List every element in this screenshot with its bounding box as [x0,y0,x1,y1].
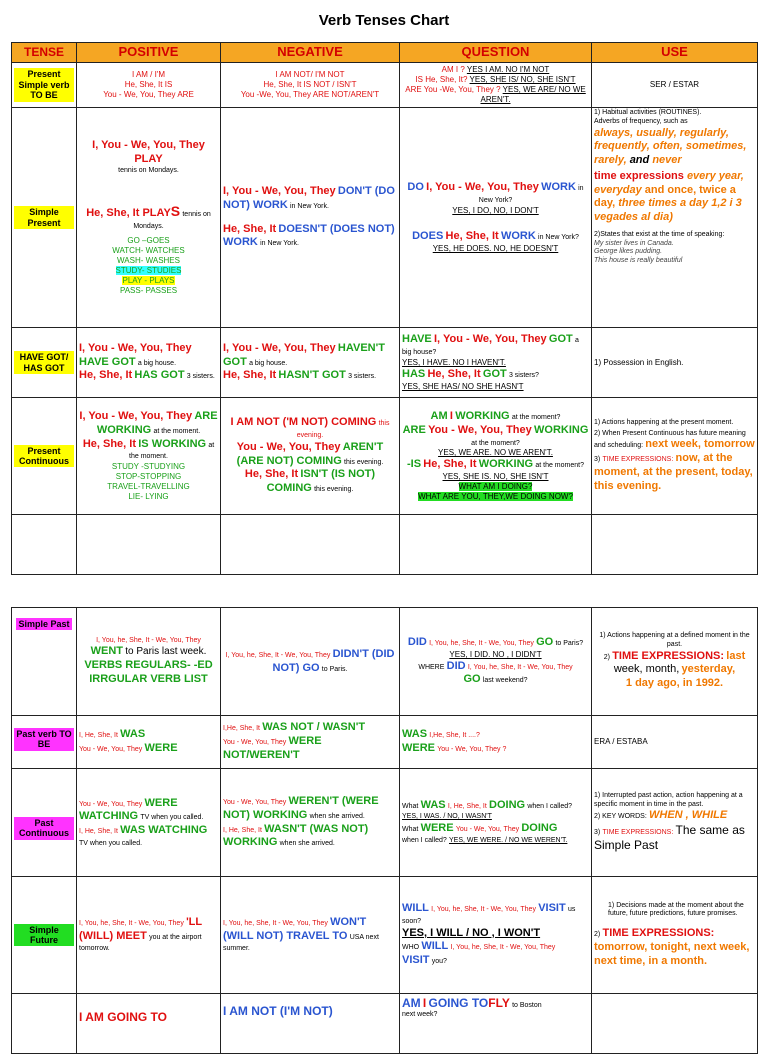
tense-label: Present Simple verb TO BE [14,68,74,101]
question-wh: WHERE [418,663,445,671]
use-text: Adverbs of frequency, such as [594,117,688,125]
row-simple-past [12,608,758,716]
verb-form: WATCH- WATCHES [112,245,185,255]
use-example: My sister lives in Canada. [594,239,674,247]
verb-form: LIE- LYING [128,492,169,501]
positive-line: tennis on Mondays. [133,211,211,231]
question-subject: I [449,410,453,422]
question-subject: I [422,996,427,1010]
use-keywords: WHEN , WHILE [649,809,728,822]
verb-form: TRAVEL-TRAVELLING [107,482,190,491]
question-tail: to Paris? [555,639,584,647]
question-verb: WORKING [534,423,589,436]
negative-tail: when she arrived. [279,840,335,848]
negative-subject: I, You - We, You, They [223,185,336,197]
positive-verb: ARE WORKING [96,410,218,436]
verb-form: STOP-STOPPING [115,472,182,481]
answer-text: YES, HE DOES. NO, HE DOESN'T [432,243,559,253]
question-verb: WORKING [478,458,534,471]
negative-subject: You - We, You, They [223,799,287,806]
use-time: week, month, [613,663,680,676]
question-tail: in New York? [478,185,584,205]
page-title: Verb Tenses Chart [318,12,450,29]
question-aux: WERE [420,821,454,834]
question-verb: GOING TO [428,996,489,1010]
row-simple-future [12,877,758,994]
verb-form: PASS- PASSES [119,285,178,295]
negative-verb: DON'T (DO NOT) WORK [223,185,395,211]
negative-subject: I, You, he, She, It - We, You, They [225,651,331,659]
use-text: 2) When Present Continuous has future meaning and scheduling: [594,429,746,450]
negative-verb: HAVEN'T GOT [223,341,385,368]
question-tail: 3 sisters? [508,371,539,379]
question-subject: He, She, It [423,458,477,471]
negative-subject: You - We, You, They [236,440,341,453]
tenses-table-1 [11,42,758,575]
use-time-label: TIME EXPRESSIONS: [602,927,715,940]
negative-subject: He, She, It [223,222,277,235]
question-aux: HAVE [402,333,432,346]
question-tail: last weekend? [482,677,528,685]
positive-subject: I, You - We, You, They [79,410,193,422]
negative-verb: WASN'T (WAS NOT) WORKING [223,822,369,849]
negative-tail: this evening. [314,486,354,493]
use-text: 2) [603,653,610,661]
positive-subject: He, She, It [82,437,137,450]
use-time-label: time expressions [594,169,684,182]
positive-verb: HAVE GOT [79,355,136,368]
question-subject: I, You - We, You, They [433,333,547,346]
row-have-got [12,328,758,398]
negative-tail: USA next summer. [223,933,379,953]
verb-rule: IRRGULAR VERB LIST [89,672,208,685]
use-number: 1) [608,901,615,909]
tense-label: Past verb TO BE [14,728,74,751]
negative-verb: ISN'T (IS NOT) COMING [266,468,376,494]
use-number: 2) [594,931,601,939]
verb-form: WASH- WASHES [117,255,180,265]
negative-tail: when she arrived. [309,812,365,820]
header-question: QUESTION [400,43,592,63]
question-wh: What [402,803,419,810]
negative-subject: I,He, She, It [223,725,260,733]
positive-tail: a big house. [137,359,177,367]
verb-rule: VERBS REGULARS- -ED [84,659,213,671]
question-wh: What [402,825,419,833]
tense-label: HAVE GOT/ HAS GOT [14,351,74,374]
positive-line: I AM / I'M [131,70,166,79]
question-subject: I, You, he, She, It - We, You, They [450,944,556,952]
negative-verb: WERE NOT/WEREN'T [223,735,322,761]
use-text: Decisions made at the moment about the future, future predictions, future promises. [608,901,744,918]
use-text: 1) Actions happening at a defined moment in the past. [599,632,750,648]
question-subject: You - We, You, They [428,423,532,436]
question-aux: DID [446,659,466,672]
positive-subject: You - We, You, They [79,746,143,753]
negative-verb: DOESN'T (DOES NOT) WORK [223,222,395,249]
negative-verb: HASN'T GOT [278,369,346,382]
answer-text: YES, SHE IS/ NO, SHE ISN'T [469,75,576,84]
use-text: 3) [594,456,601,463]
negative-tail: this evening. [296,420,390,439]
use-time: three times a day 1,2 i 3 vegades al dia) [594,197,742,223]
negative-tail: 3 sisters. [348,373,377,381]
answer-text: YES, WE ARE. NO WE AREN'T. [438,448,553,458]
question-tail: when I called? [402,837,447,845]
header-row [12,43,758,63]
use-time: and once, twice a day, [594,183,736,210]
question-tail: to Boston [512,1002,542,1009]
positive-line: He, She, It IS [124,80,173,89]
question-tail: in New York? [538,233,579,241]
question-wh: WHO [402,944,420,952]
question-subject: He, She, It [427,367,481,380]
positive-line: He, She, It PLAY [86,207,171,220]
positive-verb: WENT [90,645,123,658]
row-simple-present [12,108,758,328]
negative-tail: this evening. [344,458,384,466]
question-tail: at the moment? [471,439,520,447]
use-time: now, at the moment, at the present, today, this evening. [594,452,753,492]
use-text: 1) Possession in English. [592,328,758,398]
use-time: yesterday, [681,663,736,676]
negative-subject: He, She, It [223,369,277,382]
question-aux: WAS [402,728,428,741]
answer-text: YES, I HAVE. NO I HAVEN'T. [402,357,506,367]
negative-tail: in New York. [260,240,299,248]
question-verb: GO [536,635,554,648]
tense-label: Present Continuous [14,445,74,468]
use-text: 1) Interrupted past action, action happening at a specific moment in time in the past. [594,791,743,808]
answer-text: YES, I WAS. / NO, I WASN'T [402,812,492,820]
header-tense: TENSE [12,43,77,63]
positive-subject: You - We, You, They [79,800,143,808]
negative-subject: You - We, You, They [223,739,287,747]
use-time-label: TIME EXPRESSIONS: [602,829,674,837]
question-verb: GOT [482,367,507,380]
row-present-continuous [12,398,758,515]
question-subject: I, You - We, You, They [426,181,539,194]
negative-subject: He, She, It [244,468,299,481]
question-aux: AM [402,996,421,1010]
question-highlight: WHAT ARE YOU, THEY,WE DOING NOW? [418,492,573,501]
positive-tail: TV when you called. [79,839,143,847]
use-time-label: TIME EXPRESSIONS: [602,456,674,463]
positive-line: You - We, You, They ARE [103,90,194,99]
positive-tail: to Paris last week. [125,646,207,658]
answer-text: YES, I WILL / NO , I WON'T [402,926,541,939]
row-present-simple-be [12,63,758,108]
answer-text: YES, WE WERE. / NO WE WEREN'T. [449,837,568,845]
tense-label: Simple Present [14,206,74,229]
question-tail: you? [431,958,447,966]
negative-line: I AM NOT/ I'M NOT [275,70,345,79]
question-tail: at the moment? [535,462,584,470]
positive-line: tennis on Mondays. [118,166,179,174]
use-text: 3) [594,829,601,837]
use-text: ERA / ESTABA [592,716,758,769]
tense-label: Simple Future [14,924,74,947]
use-time: 1 day ago, in 1992. [625,677,724,690]
verb-form: PLAY - PLAYS [122,275,175,285]
verb-form: GO –GOES [127,235,170,245]
use-time-label: TIME EXPRESSIONS: [612,649,725,662]
use-text: 1) Habitual activities (ROUTINES). [594,109,702,116]
use-time: every year, everyday [594,169,744,196]
question-subject: I,He, She, It ....? [429,732,480,740]
row-past-continuous [12,769,758,877]
question-tail: a big house? [402,337,579,357]
question-text: AM I ? [441,65,465,74]
question-verb: VISIT [402,954,430,967]
question-verb: VISIT [538,902,566,915]
header-negative: NEGATIVE [221,43,400,63]
negative-verb: WON'T (WILL NOT) TRAVEL TO [223,915,367,942]
negative-subject: I, He, She, It [223,826,262,834]
positive-verb: I AM GOING TO [79,1010,168,1024]
negative-line: You -We, You, They ARE NOT/AREN'T [240,90,380,99]
use-text: 1) Actions happening at the present moment. [594,418,734,426]
positive-subject: I, He, She, It [79,732,118,740]
question-aux: -IS [407,458,422,471]
question-aux: DO [407,181,424,194]
positive-tail: at the moment. [129,441,215,461]
question-subject: I, You, he, She, It - We, You, They [467,663,573,671]
positive-tail: TV when you called. [140,814,204,822]
positive-verb: IS WORKING [138,437,207,450]
question-verb: DOING [489,799,526,811]
question-aux: HAS [402,367,426,380]
question-subject: You - We, You, They ? [437,746,507,753]
question-verb: WORK [500,229,536,242]
positive-verb: WAS [120,728,146,741]
positive-verb: 'LL (WILL) MEET [79,915,202,942]
negative-verb: DIDN'T (DID NOT) GO [272,647,395,674]
header-use: USE [592,43,758,63]
positive-subject: I, He, She, It [79,828,118,835]
use-time: next week, tomorrow [645,438,755,451]
positive-subject: I, You, he, She, It - We, You, They [79,919,184,927]
negative-verb: WEREN'T (WERE NOT) WORKING [223,795,379,821]
question-subject: I, He, She, It [447,803,487,810]
question-verb: WORK [541,181,576,194]
negative-line: He, She, It IS NOT / ISN'T [263,80,357,89]
positive-tail: 3 sisters. [186,373,215,381]
negative-tail: to Paris. [321,665,348,673]
verb-form: STUDY -STUDYING [111,462,186,471]
question-aux: AM [430,410,448,422]
positive-verb: WAS WATCHING [120,824,208,836]
tense-label: Simple Past [18,619,70,629]
answer-text: YES, I DO, NO, I DON'T [452,205,539,215]
tense-label: Past Continuous [14,817,74,840]
question-text: ARE You -We, You, They ? [405,85,501,94]
positive-verb: WERE [144,742,178,754]
question-tail: us soon? [402,906,576,925]
question-verb: GO [463,673,481,686]
row-past-be [12,716,758,769]
question-highlight: WHAT AM I DOING? [458,482,533,491]
negative-verb: I AM NOT ('M NOT) COMING [230,416,377,429]
use-time: tomorrow, tonight, next week, next time, in a month. [594,940,750,967]
positive-subject: I, You - We, You, They [79,341,192,354]
positive-tail: you at the airport tomorrow. [79,933,202,953]
positive-verb: WERE WATCHING [79,796,178,823]
question-subject: I, You, he, She, It - We, You, They [429,639,534,647]
positive-verb: HAS GOT [134,369,185,382]
use-time: last [726,649,746,662]
answer-text: YES, I DID. NO , I DIDN'T [449,649,542,659]
question-aux: ARE [402,423,426,436]
use-text: SER / ESTAR [592,63,758,108]
question-aux: WAS [420,799,446,811]
question-subject: You - We, You, They [455,825,520,833]
use-example: This house is really beautiful [594,257,683,264]
question-aux: WILL [402,902,429,915]
question-aux: DID [407,635,427,648]
answer-text: YES, WE ARE/ NO WE AREN'T. [480,85,586,104]
positive-s: S [170,203,181,220]
question-verb: DOING [521,821,558,834]
answer-text: YES, SHE HAS/ NO SHE HASN'T [402,381,524,391]
negative-subject: I, You - We, You, They [223,341,336,354]
question-verb: FLY [488,996,510,1010]
question-aux: DOES [412,229,444,242]
negative-tail: a big house. [249,359,288,367]
positive-subject: I, You, he, She, It - We, You, They [96,636,201,644]
question-tail: at the moment? [511,414,561,421]
header-positive: POSITIVE [77,43,221,63]
negative-verb: WAS NOT / WASN'T [262,721,366,734]
verb-form: STUDY- STUDIES [115,265,182,275]
answer-text: YES I AM. NO I'M NOT [466,65,550,74]
positive-line: I, You - We, You, They PLAY [92,139,205,165]
question-aux: WILL [421,940,449,953]
answer-text: YES, SHE IS. NO, SHE ISN'T [442,472,549,481]
negative-verb: AREN'T (ARE NOT) COMING [236,440,384,467]
negative-subject: I, You, he, She, It - We, You, They [223,919,328,927]
tenses-table-2 [11,607,758,1054]
question-tail: next week? [402,1011,438,1018]
row-empty [12,515,758,575]
question-aux: WERE [402,742,435,754]
question-text: IS He, She, It? [415,75,468,84]
positive-subject: He, She, It [79,369,133,382]
question-verb: WORKING [455,410,510,422]
positive-tail: at the moment. [153,427,201,435]
question-tail: when I called? [527,803,573,810]
question-subject: He, She, It [445,229,499,242]
question-verb: GOT [548,333,573,346]
use-text: 2)States that exist at the time of speaking: [594,230,725,238]
use-time: The same as Simple Past [594,823,745,853]
negative-verb: I AM NOT (I'M NOT) [223,1004,333,1018]
use-example: George likes pudding. [594,248,663,256]
question-subject: I, You, he, She, It - We, You, They [431,906,536,914]
negative-tail: in New York. [290,202,329,210]
use-adverbs: always, usually, regularly, frequently, often, sometimes, rarely, and never [594,126,747,166]
use-text: 2) KEY WORDS: [594,813,647,821]
